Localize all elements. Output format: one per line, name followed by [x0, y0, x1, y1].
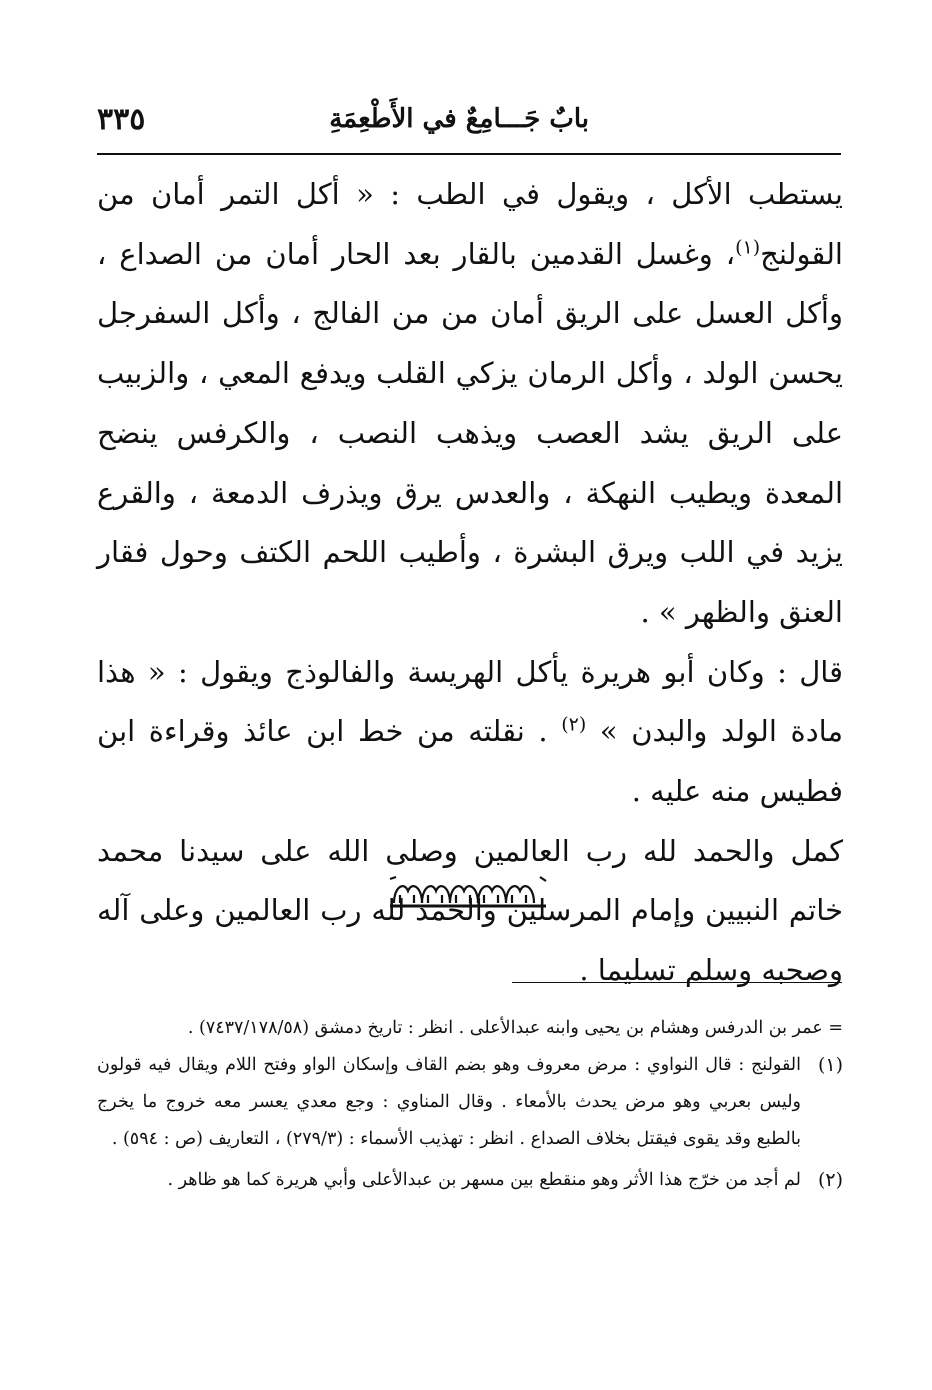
ornament-divider [388, 873, 548, 909]
footnotes [97, 1010, 843, 1199]
paragraph-1-part-1: يستطب الأكل ، ويقول في الطب : « أكل التمر أمان من القولنج [97, 177, 843, 271]
footnote-continued: = عمر بن الدرفس وهشام بن يحيى وابنه عبدالأعلى . انظر : تاريخ دمشق (٧٤٣٧/١٧٨/٥٨) . [187, 1018, 843, 1038]
footnote-1 [97, 1047, 843, 1158]
header-divider [97, 153, 841, 155]
page-header [97, 100, 839, 150]
footnote-2 [97, 1162, 843, 1199]
footnote-2-number: (٢) [817, 1169, 843, 1191]
footnote-1-text: القولنج : قال النواوي : مرض معروف وهو بضم القاف وإسكان الواو وفتح اللام ويقال فيه قولون وليس بعربي وهو مرض يحدث بالأمعاء . وقال المناوي : وجع معدي يعسر معه خروج ما يخرج بالطبع وقد يقوى فيقتل بخلاف الصداع . انظر : تهذيب الأسماء : (٢٧٩/٣) ، التعاريف (ص : ٥٩٤) . [97, 1055, 801, 1149]
footnote-ref-1: (١) [735, 236, 761, 259]
chapter-title: بابٌ جَـــامِعٌ في الأَطْعِمَةِ [329, 104, 589, 134]
paragraph-2-part-1: قال : وكان أبو هريرة يأكل الهريسة والفالوذج ويقول : « هذا مادة الولد والبدن » [97, 654, 843, 749]
page-number: ٣٣٥ [97, 102, 146, 137]
footnote-2-text: لم أجد من خرّج هذا الأثر وهو منقطع بين مسهر بن عبدالأعلى وأبي هريرة كما هو ظاهر . [167, 1170, 801, 1190]
paragraph-2-part-2: . نقلته من خط ابن عائذ وقراءة ابن فطيس منه عليه . [97, 714, 843, 809]
footnote-divider [512, 982, 842, 983]
paragraph-1 [97, 165, 843, 643]
paragraph-1-part-2: ، وغسل القدمين بالقار بعد الحار أمان من الصداع ، وأكل العسل على الريق أمان من من الفالج ، وأكل السفرجل يحسن الولد ، وأكل الرمان يزكي القلب ويدفع المعي ، والزبيب على الريق يشد العصب ويذهب النصب ، والكرفس ينضح المعدة ويطيب النهكة ، والعدس يرق ويذرف الدمعة ، والقرع يزيد في اللب ويرق البشرة ، وأطيب اللحم الكتف وحول فقار العنق والظهر » . [97, 236, 843, 629]
paragraph-2 [97, 643, 843, 822]
footnote-1-number: (١) [817, 1054, 843, 1076]
paragraph-3: كمل والحمد لله رب العالمين وصلى الله على سيدنا محمد خاتم النبيين وإمام المرسلين والحمد لله رب العالمين وعلى آله وصحبه وسلم تسليما . [97, 833, 843, 988]
footnote-ref-2: (٢) [561, 713, 587, 736]
